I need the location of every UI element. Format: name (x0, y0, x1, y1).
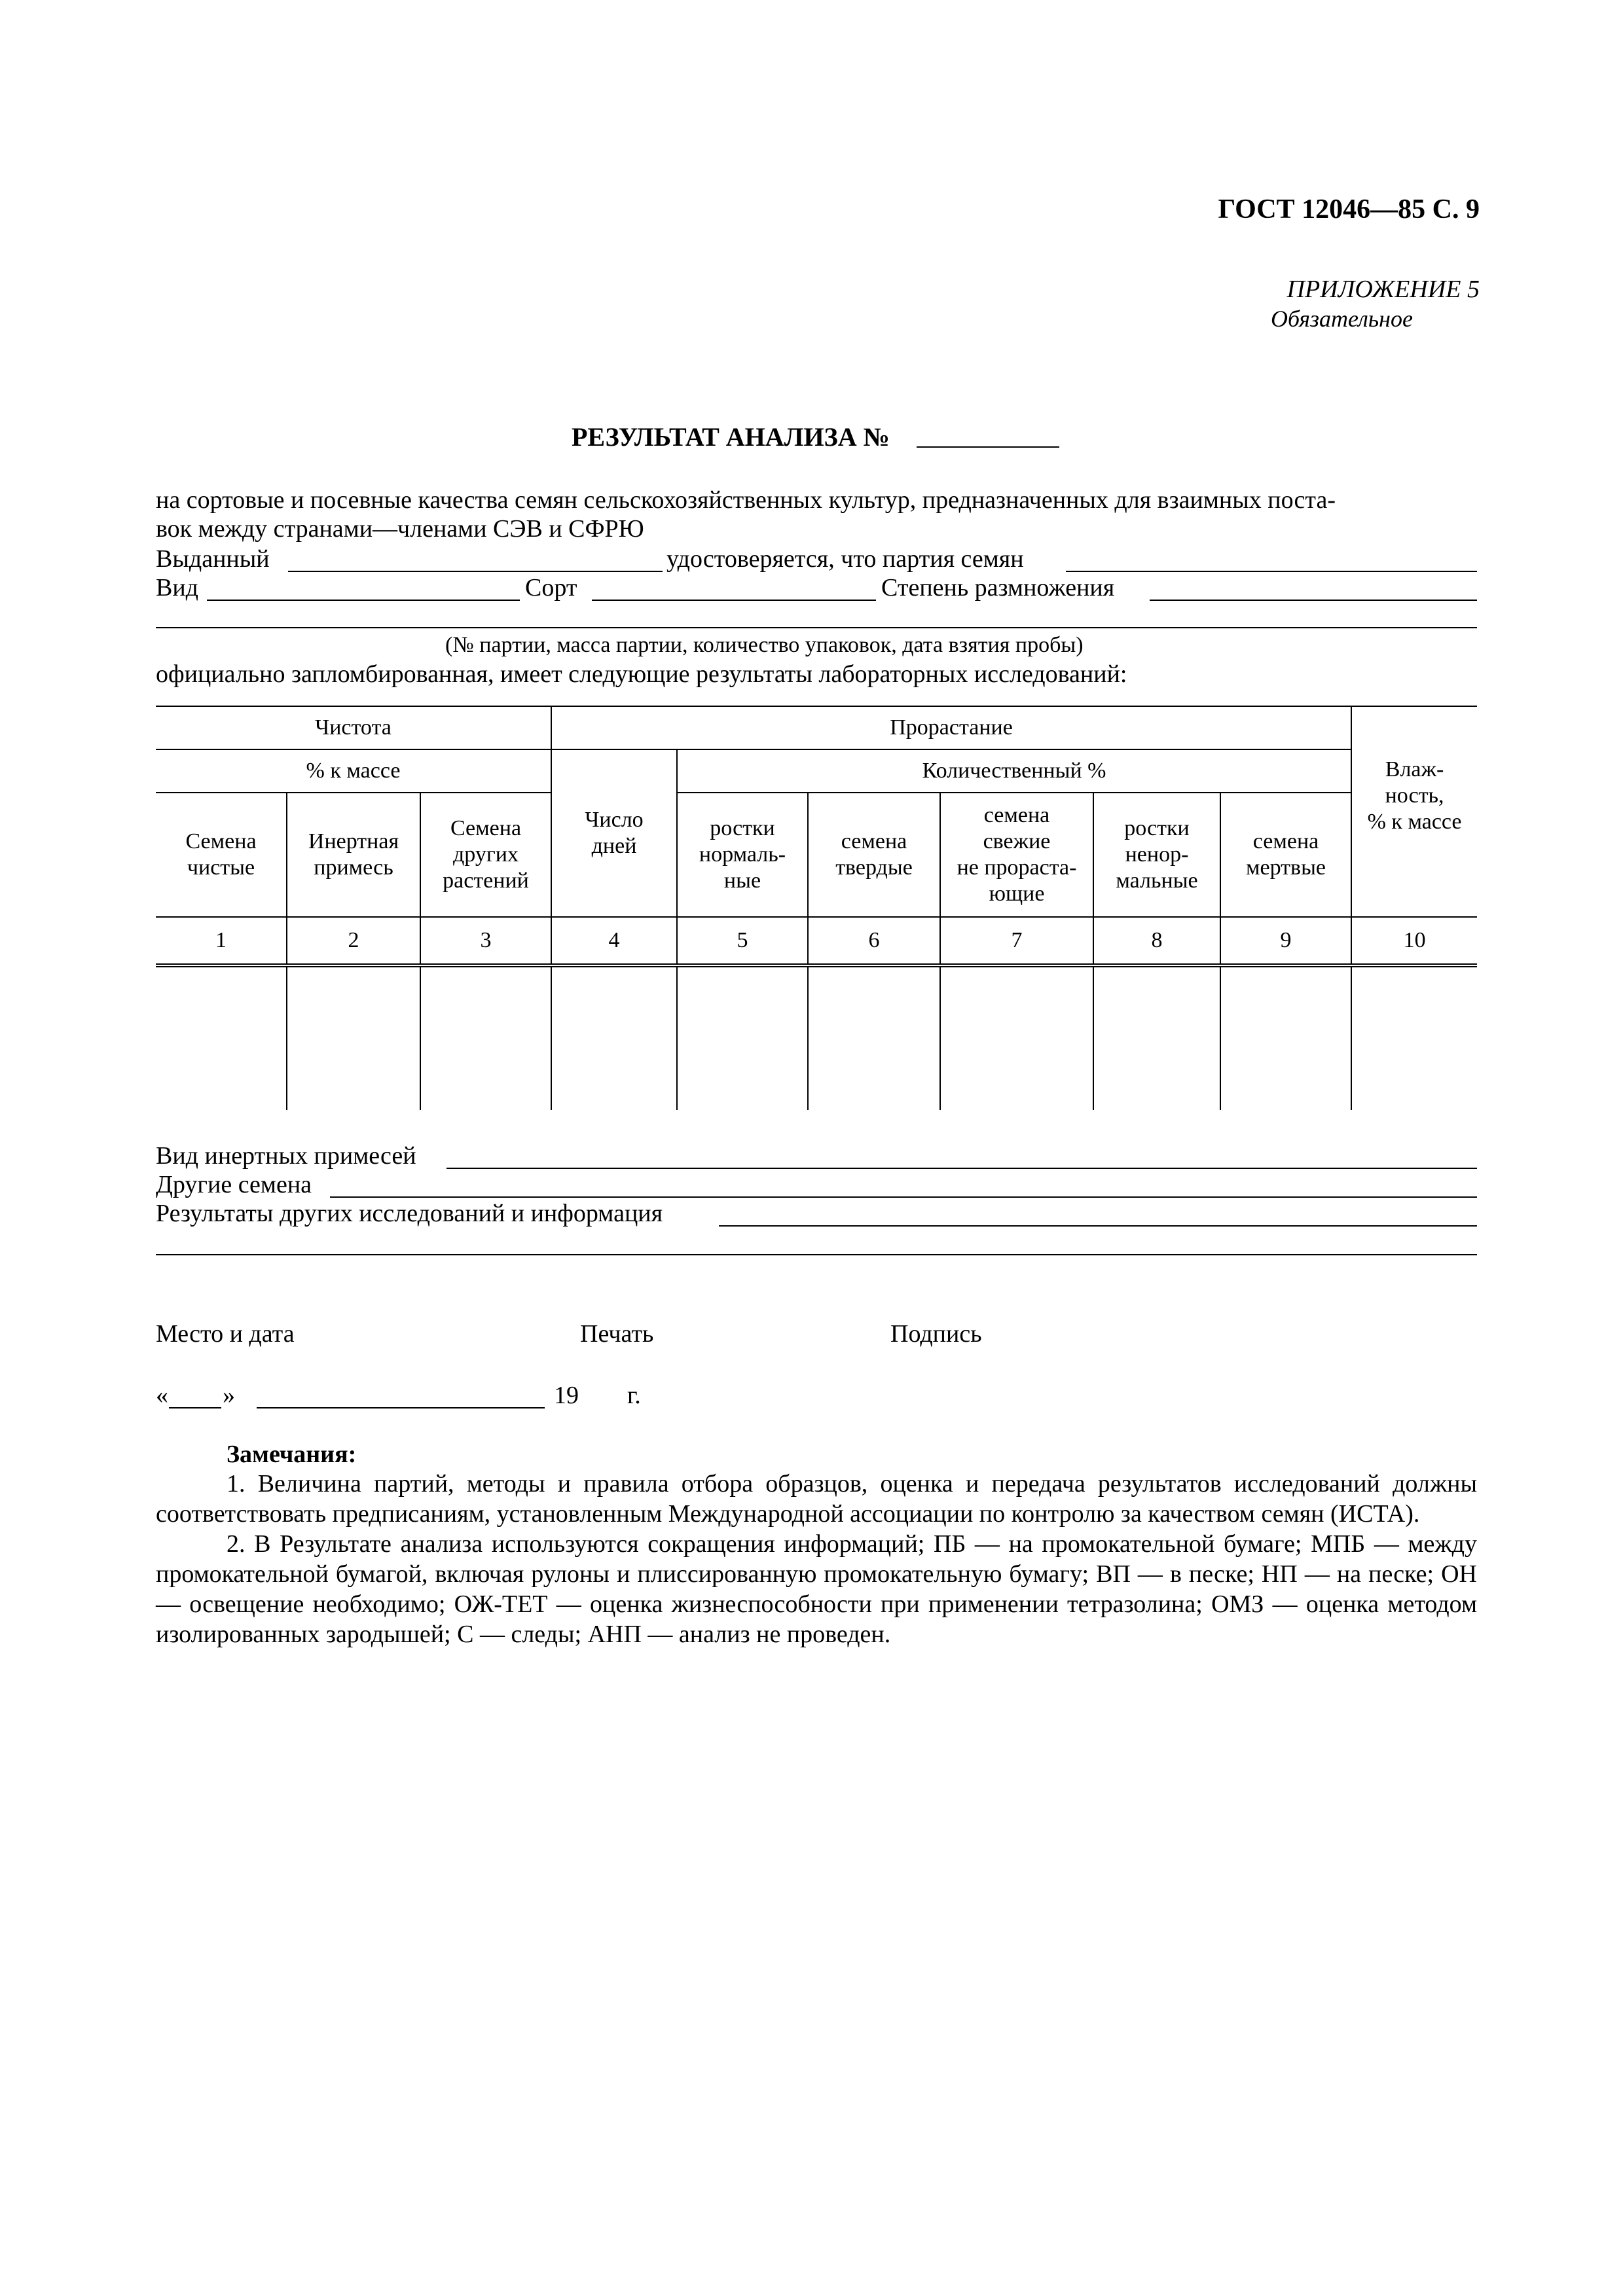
data-cell-abnormal-sprouts[interactable] (1093, 965, 1220, 1110)
data-cell-dead-seeds[interactable] (1220, 965, 1351, 1110)
data-cell-fresh-ungerminated[interactable] (940, 965, 1093, 1110)
col-number: 2 (287, 917, 420, 965)
col-header-normal-sprouts: ростки нормаль- ные (677, 793, 808, 917)
col-number: 8 (1093, 917, 1220, 965)
signature-label: Подпись (890, 1320, 982, 1348)
other-results-label: Результаты других исследований и информация (156, 1200, 663, 1227)
data-cell-moisture[interactable] (1351, 965, 1477, 1110)
quote-open: « (156, 1382, 168, 1409)
col-number: 7 (940, 917, 1093, 965)
col-header-dead-seeds: семена мертвые (1220, 793, 1351, 917)
place-date-label: Место и дата (156, 1320, 295, 1348)
appendix-label: ПРИЛОЖЕНИЕ 5 (1286, 276, 1480, 303)
data-cell-hard-seeds[interactable] (808, 965, 940, 1110)
remark-2: 2. В Результате анализа используются сокращения информаций; ПБ — на промокательной бумаге; МПБ — между промокательной бумагой, включая рулоны и плиссированную промокательную бумагу; ВП — в песке; НП — на песке; ОН — освещение необходимо; ОЖ-ТЕТ — оценка жизнеспособности при применении тетразолина; ОМЗ — оценка методом изолированных зародышей; С — следы; АНП — анализ не проведен. (156, 1530, 1477, 1648)
col-header-fresh-ungerminated: семена свежие не прораста- ющие (940, 793, 1093, 917)
germination-header: Прорастание (551, 706, 1351, 749)
col-header-pure-seeds: Семена чистые (156, 793, 287, 917)
species-field[interactable] (207, 600, 520, 601)
intro-line-1: на сортовые и посевные качества семян сельскохозяйственных культур, предназначенных для взаимных поста- (156, 486, 1336, 514)
purity-header: Чистота (156, 706, 551, 749)
col-number: 6 (808, 917, 940, 965)
year-suffix: г. (627, 1382, 641, 1409)
species-label: Вид (156, 574, 199, 601)
page-title: РЕЗУЛЬТАТ АНАЛИЗА № (572, 422, 890, 452)
days-header: Число дней (551, 749, 677, 917)
col-number: 5 (677, 917, 808, 965)
data-cell-pure-seeds[interactable] (156, 965, 287, 1110)
inert-impurities-field[interactable] (447, 1168, 1477, 1169)
col-number: 10 (1351, 917, 1477, 965)
col-header-hard-seeds: семена твердые (808, 793, 940, 917)
issued-field[interactable] (288, 571, 663, 572)
col-header-abnormal-sprouts: ростки ненор- мальные (1093, 793, 1220, 917)
quote-close: » (223, 1382, 235, 1409)
month-field[interactable] (257, 1407, 545, 1408)
analysis-number-field[interactable] (917, 446, 1059, 448)
stamp-label: Печать (580, 1320, 654, 1348)
data-cell-normal-sprouts[interactable] (677, 965, 808, 1110)
remarks-body (156, 1469, 1477, 1649)
other-seeds-field[interactable] (330, 1196, 1477, 1198)
intro-line-2: вок между странами—членами СЭВ и СФРЮ (156, 515, 644, 543)
remark-1: 1. Величина партий, методы и правила отбора образцов, оценка и передача результатов исследований должны соответствовать предписаниям, установленным Международной ассоциации по контролю за качеством семян (ИСТА). (156, 1470, 1477, 1528)
document-reference: ГОСТ 12046—85 С. 9 (1218, 194, 1480, 224)
data-cell-inert-matter[interactable] (287, 965, 420, 1110)
batch-details-field[interactable] (156, 627, 1477, 628)
data-cell-days[interactable] (551, 965, 677, 1110)
reproduction-field[interactable] (1150, 600, 1477, 601)
seed-batch-field[interactable] (1066, 571, 1477, 572)
col-number: 9 (1220, 917, 1351, 965)
quantitative-percent-header: Количественный % (677, 749, 1351, 793)
col-number: 1 (156, 917, 287, 965)
mass-percent-header: % к массе (156, 749, 551, 793)
results-table (156, 706, 1477, 1110)
sealed-text: официально запломбированная, имеет следующие результаты лабораторных исследований: (156, 660, 1127, 688)
year-prefix: 19 (554, 1382, 579, 1409)
certifies-label: удостоверяется, что партия семян (666, 545, 1024, 573)
reproduction-label: Степень размножения (881, 574, 1115, 601)
variety-field[interactable] (592, 600, 876, 601)
col-number: 3 (420, 917, 551, 965)
other-results-field[interactable] (719, 1225, 1477, 1227)
day-field[interactable] (169, 1407, 221, 1408)
col-header-inert-matter: Инертная примесь (287, 793, 420, 917)
remarks-heading: Замечания: (227, 1441, 357, 1468)
appendix-status: Обязательное (1271, 306, 1413, 332)
batch-caption: (№ партии, масса партии, количество упаковок, дата взятия пробы) (445, 633, 1084, 657)
issued-label: Выданный (156, 545, 270, 573)
inert-impurities-label: Вид инертных примесей (156, 1142, 416, 1170)
variety-label: Сорт (525, 574, 577, 601)
col-header-other-seeds: Семена других растений (420, 793, 551, 917)
data-cell-other-seeds[interactable] (420, 965, 551, 1110)
col-number: 4 (551, 917, 677, 965)
moisture-header: Влаж- ность, % к массе (1351, 706, 1477, 917)
other-results-field-continued[interactable] (156, 1254, 1477, 1255)
other-seeds-label: Другие семена (156, 1171, 312, 1198)
